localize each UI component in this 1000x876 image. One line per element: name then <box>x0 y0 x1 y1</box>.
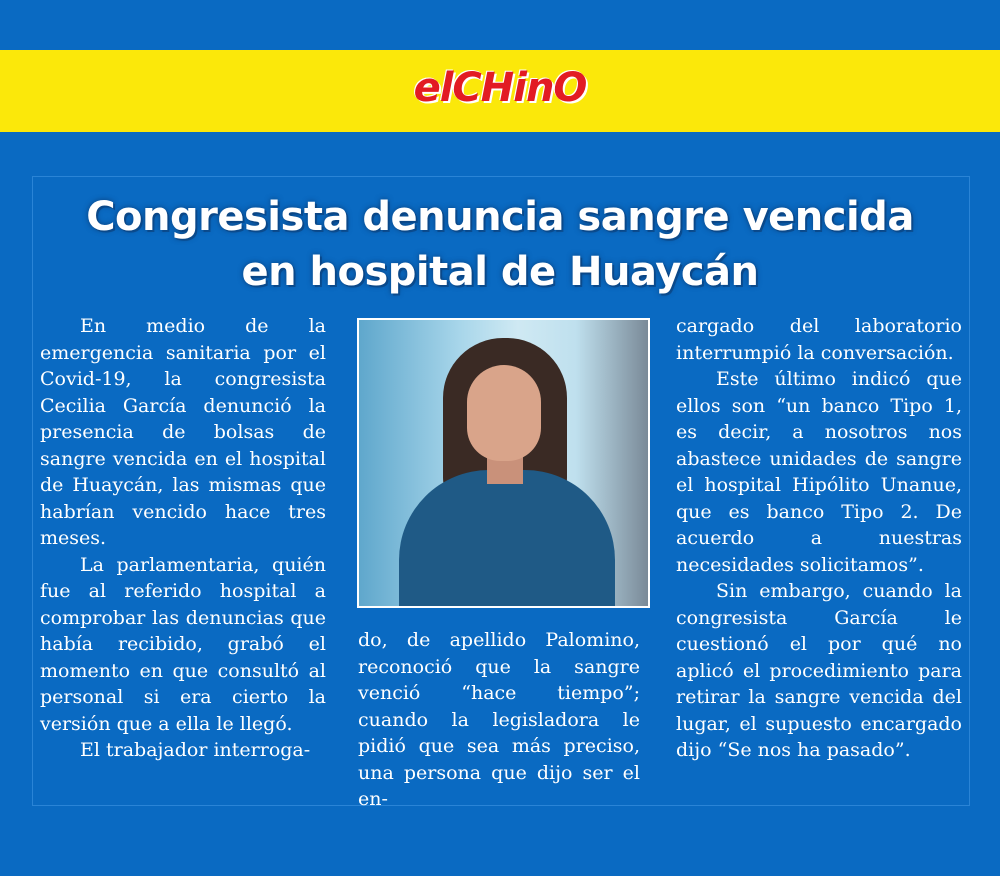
photo-face <box>467 365 541 461</box>
article-column-2 <box>358 627 640 813</box>
paragraph: do, de apellido Palomino, reconoció que la sangre venció “hace tiempo”; cuando la legisladora le pidió que sea más preciso, una persona que dijo ser el en- <box>358 629 640 810</box>
masthead-banner <box>0 50 1000 132</box>
headline-line-1: Congresista denuncia sangre vencida <box>86 194 914 240</box>
paragraph: cargado del laboratorio interrumpió la conversación. <box>676 315 962 364</box>
article-headline <box>0 190 1000 300</box>
article-column-3 <box>676 313 962 764</box>
paragraph: Sin embargo, cuando la congresista García le cuestionó el por qué no aplicó el procedimiento para retirar la sangre vencida del lugar, el supuesto encargado dijo “Se nos ha pasado”. <box>676 580 962 761</box>
el-chino-logo: elCHinO <box>413 65 587 111</box>
article-column-1 <box>40 313 326 764</box>
paragraph: La parlamentaria, quién fue al referido hospital a comprobar las denuncias que había recibido, grabó el momento en que consultó al personal si era cierto la versión que a ella le llegó. <box>40 553 326 735</box>
photo-body <box>399 470 615 608</box>
paragraph: El trabajador interroga- <box>80 739 311 761</box>
paragraph: En medio de la emergencia sanitaria por el Covid-19, la congresista Cecilia García denunció la presencia de bolsas de sangre vencida en el hospital de Huaycán, las mismas que habrían vencido hace tres meses. <box>40 315 326 549</box>
headline-line-2: en hospital de Huaycán <box>241 249 759 295</box>
paragraph: Este último indicó que ellos son “un banco Tipo 1, es decir, a nosotros nos abastece unidades de sangre el hospital Hipólito Unanue, que es banco Tipo 2. De acuerdo a nuestras necesidades solicitamos”. <box>676 368 962 576</box>
congresswoman-photo <box>357 318 650 608</box>
